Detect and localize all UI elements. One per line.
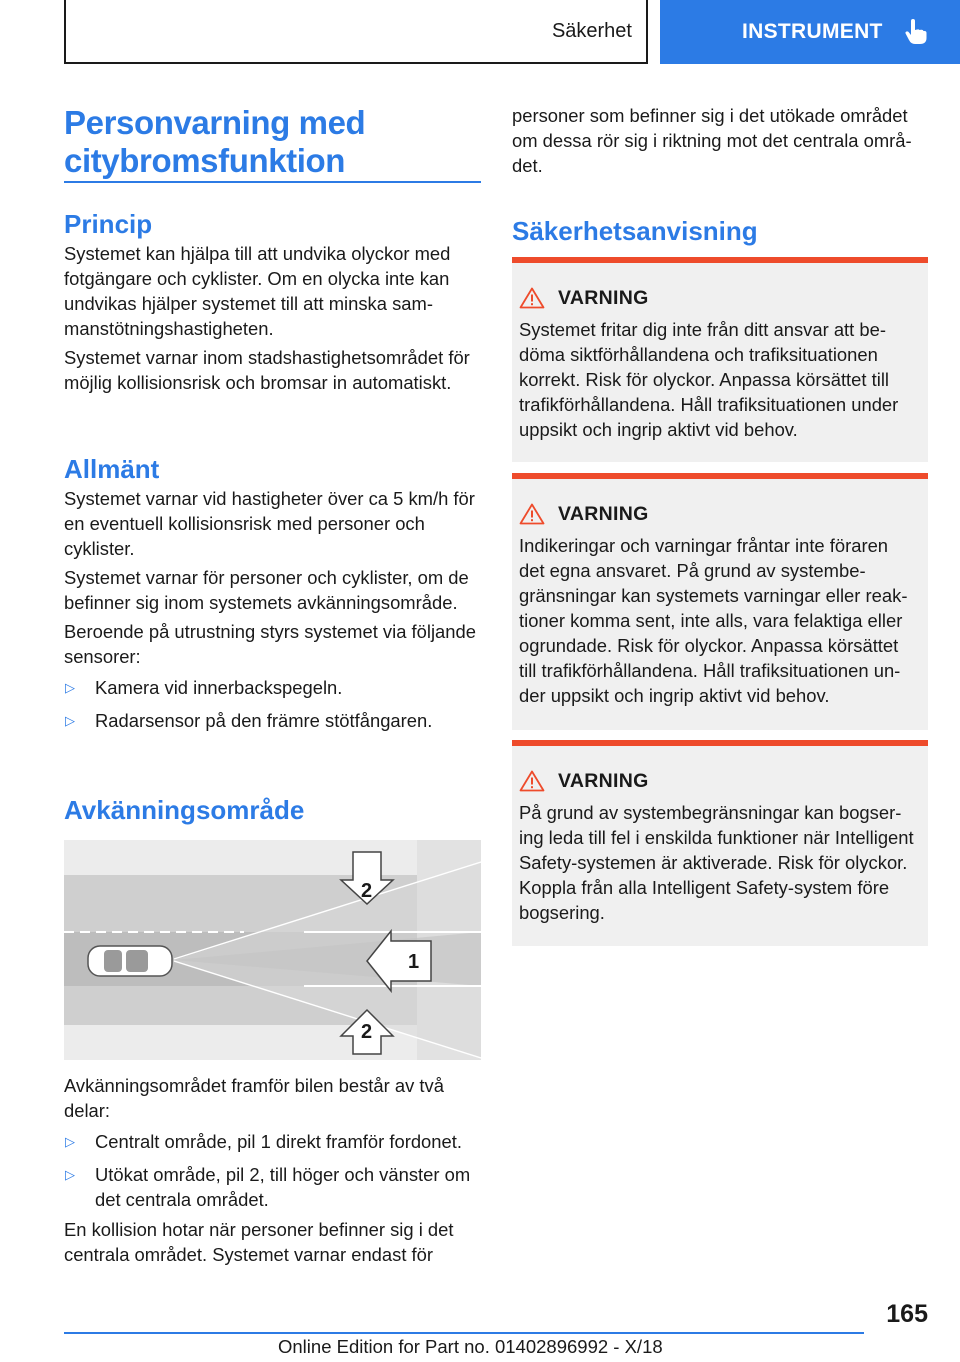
arrow-bottom-label: 2 (361, 1021, 373, 1043)
car-icon (88, 946, 172, 976)
footer-divider (64, 1332, 864, 1334)
warning-text: Systemet fritar dig inte från ditt ansvar att bedöma siktförhållandena och trafiksituationen korrekt. Risk för olyckor. Anpassa körsättet till trafikförhållandena. Håll trafiksituationen under uppsikt och ingrip aktivt vid behov. (519, 319, 899, 440)
detection-area-figure (64, 840, 481, 1060)
warning-text: Indikeringar och varningar fråntar inte föraren det egna ansvaret. På grund av systembegränsningar kan systemets varningar eller reaktioner komma sent, inte alls, vara felaktiga eller ogrundade. Risk för olyckor. Anpassa körsättet till trafikförhållandena. Håll trafiksituationen under uppsikt och ingrip aktivt vid behov. (519, 535, 908, 706)
list-item-text: Utökat område, pil 2, till höger och vänster om det centrala området. (95, 1164, 471, 1210)
warning-label: VARNING (558, 286, 649, 309)
triangle-bullet-icon: ▷ (65, 680, 75, 695)
chapter-tab-label: INSTRUMENT (742, 20, 883, 43)
hand-pointer-icon (905, 19, 927, 45)
warning-triangle-icon (519, 503, 545, 525)
detection-area-illustration (64, 840, 481, 1060)
triangle-bullet-icon: ▷ (65, 1134, 75, 1149)
allmant-paragraph-2: Systemet varnar för personer och cyklister, om de befinner sig inom systemets avkänningsområde. (64, 567, 469, 613)
section-allmant (64, 454, 481, 733)
continued-paragraph: personer som befinner sig i det utökade området om dessa rör sig i riktning mot det centrala området. (512, 105, 912, 176)
list-item-text: Radarsensor på den främre stötfångaren. (95, 710, 433, 731)
warning-label: VARNING (558, 769, 649, 792)
page-title-line1: Personvarning med (64, 104, 366, 141)
section-tab[interactable] (64, 0, 648, 64)
avkanning-paragraph-2: En kollision hotar när personer befinner sig i det centrala området. Systemet varnar endast för (64, 1219, 454, 1265)
allmant-paragraph-3: Beroende på utrustning styrs systemet via följande sensorer: (64, 621, 476, 667)
arrow-top-label: 2 (361, 880, 373, 902)
title-divider (64, 181, 481, 183)
warning-box (512, 473, 928, 730)
section-tab-label: Säkerhet (551, 19, 632, 42)
list-item (64, 708, 481, 733)
princip-paragraph-1: Systemet kan hjälpa till att undvika olyckor med fotgängare och cyklister. Om en olycka inte kan undvikas hjälper systemet till att minska sammanstötningshastigheten. (64, 243, 451, 339)
triangle-bullet-icon: ▷ (65, 713, 75, 728)
princip-paragraph-2: Systemet varnar inom stadshastighetsområdet för möjlig kollisionsrisk och bromsar in automatiskt. (64, 347, 470, 393)
section-avkanning-text (64, 1073, 481, 1267)
warning-box (512, 740, 928, 946)
page-title (64, 104, 484, 180)
heading-princip: Princip (64, 209, 153, 239)
warning-box (512, 257, 928, 462)
chapter-tab[interactable] (660, 0, 960, 64)
page-title-line2: citybromsfunktion (64, 142, 346, 179)
list-item-text: Centralt område, pil 1 direkt framför fordonet. (95, 1131, 462, 1152)
heading-avkanning: Avkänningsområde (64, 795, 305, 825)
allmant-paragraph-1: Systemet varnar vid hastigheter över ca 5 km/h för en eventuell kollisionsrisk med personer och cyklister. (64, 488, 475, 559)
list-item (64, 1162, 481, 1212)
triangle-bullet-icon: ▷ (65, 1167, 75, 1182)
avkanning-paragraph-1: Avkänningsområdet framför bilen består av två delar: (64, 1075, 444, 1121)
heading-sakerhetsanvisning: Säkerhetsanvisning (512, 216, 758, 246)
list-item (64, 675, 481, 700)
heading-allmant: Allmänt (64, 454, 160, 484)
footer-edition: Online Edition for Part no. 01402896992 - X/18 (278, 1336, 663, 1357)
arrow-center-label: 1 (408, 951, 420, 973)
warning-text: På grund av systembegränsningar kan bogsering leda till fel i enskilda funktioner när Intelligent Safety-systemen är aktiverade. Risk för olyckor. Koppla från alla Intelligent Safety-system före bogsering. (519, 802, 914, 923)
section-princip (64, 209, 481, 395)
list-item (64, 1129, 481, 1154)
page-number: 165 (886, 1300, 928, 1328)
warning-triangle-icon (519, 770, 545, 792)
warning-triangle-icon (519, 287, 545, 309)
warning-label: VARNING (558, 502, 649, 525)
list-item-text: Kamera vid innerbackspegeln. (95, 677, 343, 698)
